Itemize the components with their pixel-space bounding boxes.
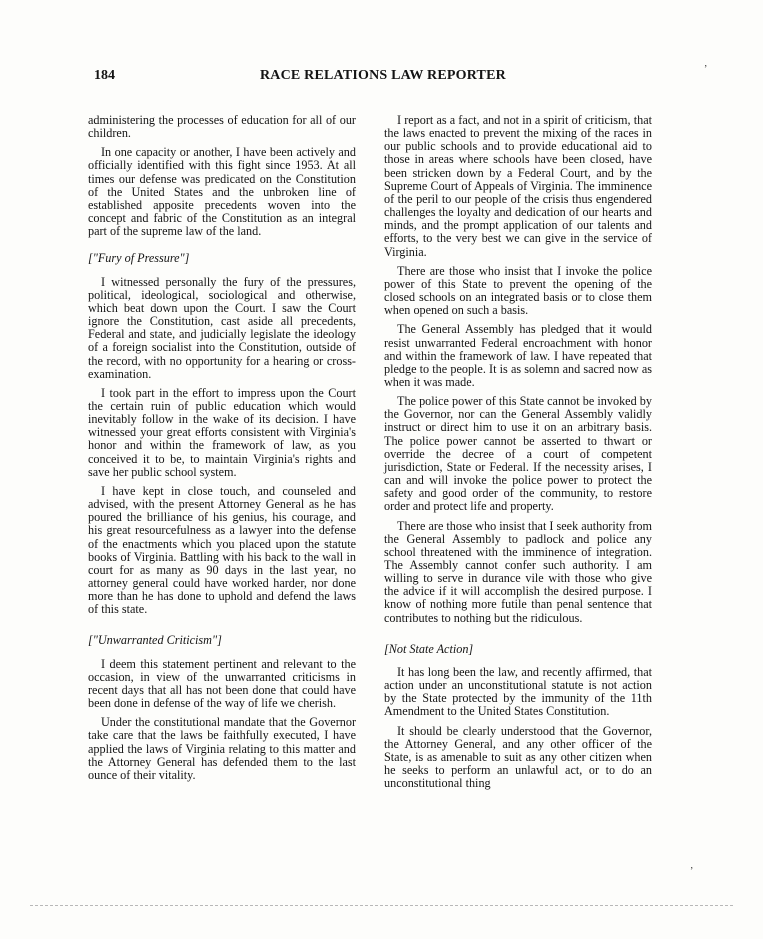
- paragraph: Under the constitutional mandate that the Governor take care that the laws be faithfully executed, I have applied the laws of Virginia relating to this matter and the Attorney General has defended them to the last ounce of their vitality.: [88, 715, 356, 782]
- bottom-scan-rule: [30, 905, 733, 906]
- paragraph: I have kept in close touch, and counseled and advised, with the present Attorney General as he has poured the brilliance of his genius, his courage, and his great resourcefulness as a lawyer into the defense of the enactments which you placed upon the statute books of Virginia. Battling with his back to the wall in court for as many as 90 days in the last year, no attorney general could have worked harder, nor done more than he has done to uphold and defend the laws of this state.: [88, 483, 356, 617]
- page-number: 184: [94, 68, 115, 83]
- paragraph: The General Assembly has pledged that it would resist unwarranted Federal encroachment with honor and within the framework of law. I have repeated that pledge to the people. It is as solemn and sacred now as when it was made.: [384, 322, 652, 389]
- paragraph: I deem this statement pertinent and relevant to the occasion, in view of the unwarranted criticisms in recent days that all has not been done that could have been done in defense of the way of life we cherish.: [88, 656, 356, 711]
- running-title: RACE RELATIONS LAW REPORTER: [260, 68, 506, 83]
- paragraph: In one capacity or another, I have been actively and officially identified with this fight since 1953. At all times our defense was predicated on the Constitution of the United States and the unbroken line of established apposite precedents woven into the concept and fabric of the Constitution as an integral part of the supreme law of the land.: [88, 145, 356, 239]
- paragraph: It has long been the law, and recently affirmed, that action under an unconstitutional statute is not action by the State protected by the immunity of the 11th Amendment to the United States Constitution.: [384, 664, 652, 719]
- paragraph: I report as a fact, and not in a spirit of criticism, that the laws enacted to prevent the mixing of the races in our public schools and to provide educational aid to those in areas where schools have been closed, have been stricken down by a Federal Court, and by the Supreme Court of Appeals of Virginia. The imminence of the peril to our people of the crisis thus engendered challenges the loyalty and dedication of our hearts and minds, and the prompt application of our talents and efforts, to the very best we can give in the service of Virginia.: [384, 113, 652, 259]
- paragraph: I witnessed personally the fury of the pressures, political, ideological, sociological and otherwise, which beat down upon the Court. I saw the Court ignore the Constitution, cast aside all precedents, Federal and state, and judicially legislate the ideology of a foreign socialist into the Constitution, outside of the record, with no opportunity for a hearing or cross-examination.: [88, 274, 356, 381]
- section-heading: ["Unwarranted Criticism"]: [88, 633, 222, 648]
- paragraph: There are those who insist that I seek authority from the General Assembly to padlock and police any school threatened with the imminence of integration. The Assembly cannot confer such authority. I am willing to serve in durance vile with those who give the advice if it will accomplish the desired purpose. I know of nothing more futile than penal sentence that contributes to nothing but the ridiculous.: [384, 518, 652, 625]
- scan-speck-mark: ’: [704, 64, 708, 75]
- paragraph: There are those who insist that I invoke the police power of this State to prevent the opening of the closed schools on an integrated basis or to close them when opened on such a basis.: [384, 263, 652, 318]
- paragraph: The police power of this State cannot be invoked by the Governor, nor can the General Assembly validly instruct or direct him to use it on an arbitrary basis. The police power cannot be asserted to thwart or override the decree of a court of competent jurisdiction, State or Federal. If the necessity arises, I can and will invoke the police power to protect the safety and good order of the community, to restore order and protect life and property.: [384, 394, 652, 514]
- paragraph: It should be clearly understood that the Governor, the Attorney General, and any other officer of the State, is as amenable to suit as any other citizen when he seeks to perform an unlawful act, or to do an unconstitutional thing: [384, 723, 652, 791]
- right-column: [384, 114, 652, 796]
- scan-speck-mark: ’: [690, 866, 694, 877]
- paragraph: administering the processes of education for all of our children.: [88, 113, 356, 141]
- left-column: [88, 114, 356, 788]
- page-header: [94, 68, 654, 88]
- section-heading: [Not State Action]: [384, 641, 474, 656]
- paragraph: I took part in the effort to impress upon the Court the certain ruin of public education which would inevitably follow in the wake of its decision. I have witnessed your great efforts consistent with Virginia's honor and within the framework of law, as you conceived it to be, to maintain Virginia's rights and save her public school system.: [88, 385, 356, 479]
- section-heading: ["Fury of Pressure"]: [88, 251, 190, 266]
